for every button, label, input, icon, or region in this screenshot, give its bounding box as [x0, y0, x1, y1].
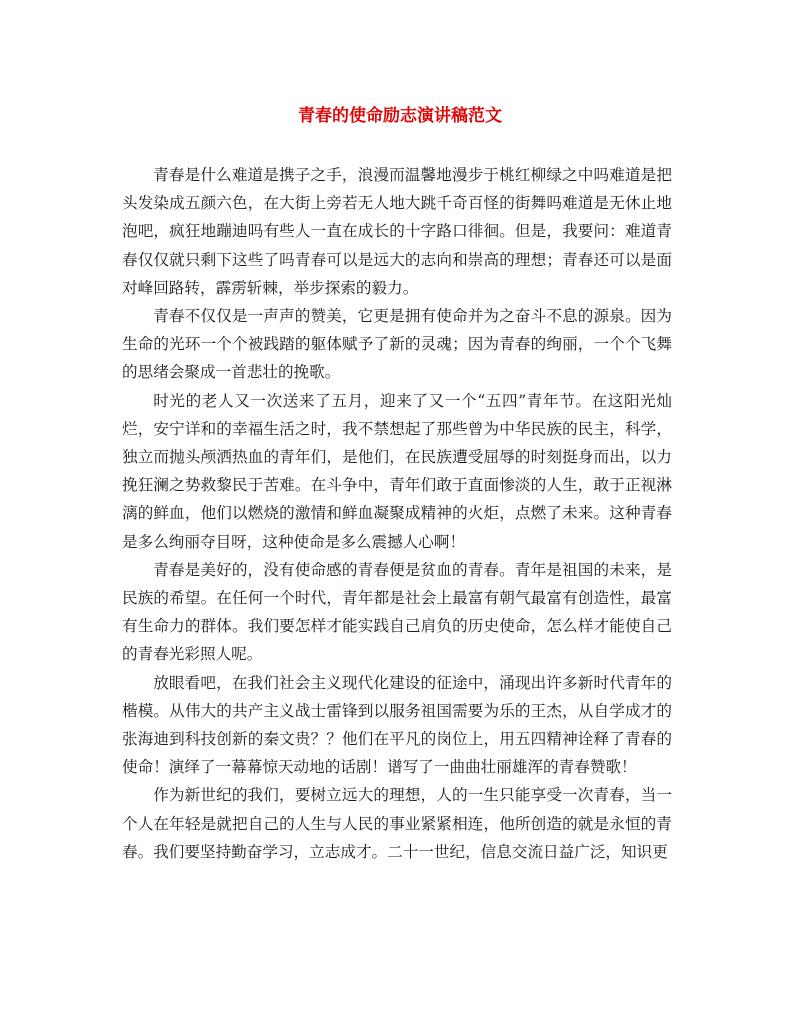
document-body: [122, 161, 672, 866]
paragraph: 青春是什么难道是携子之手，浪漫而温馨地漫步于桃红柳绿之中吗难道是把头发染成五颜六色，在大街上旁若无人地大跳千奇百怪的街舞吗难道是无休止地泡吧，疯狂地蹦迪吗有些人一直在成长的十字路口徘徊。但是，我要问：难道青春仅仅就只剩下这些了吗青春可以是远大的志向和崇高的理想；青春还可以是面对峰回路转，霹雳斩棘，举步探索的毅力。: [122, 166, 672, 297]
paragraph: 时光的老人又一次送来了五月，迎来了又一个“五四”青年节。在这阳光灿烂，安宁详和的幸福生活之时，我不禁想起了那些曾为中华民族的民主，科学，独立而抛头颅洒热血的青年们，是他们，在民族遭受屈辱的时刻挺身而出，以力挽狂澜之势救黎民于苦难。在斗争中，青年们敢于直面惨淡的人生，敢于正视淋漓的鲜血，他们以燃烧的激情和鲜血凝聚成精神的火炬，点燃了未来。这种青春是多么绚丽夺目呀，这种使命是多么震撼人心啊！: [122, 391, 672, 551]
paragraph: 作为新世纪的我们，要树立远大的理想，人的一生只能享受一次青春，当一个人在年轻是就把自己的人生与人民的事业紧紧相连，他所创造的就是永恒的青春。我们要坚持勤奋学习，立志成才。二十一世纪，信息交流日益广泛，知识更: [122, 786, 672, 861]
paragraph: 青春不仅仅是一声声的赞美，它更是拥有使命并为之奋斗不息的源泉。因为生命的光环一个个被践踏的躯体赋予了新的灵魂；因为青春的绚丽，一个个飞舞的思绪会聚成一首悲壮的挽歌。: [122, 307, 672, 382]
paragraph: 青春是美好的，没有使命感的青春便是贫血的青春。青年是祖国的未来，是民族的希望。在任何一个时代，青年都是社会上最富有朝气最富有创造性，最富有生命力的群体。我们要怎样才能实践自己肩负的历史使命，怎么样才能使自己的青春光彩照人呢。: [122, 560, 672, 664]
paragraph: 放眼看吧，在我们社会主义现代化建设的征途中，涌现出许多新时代青年的楷模。从伟大的共产主义战士雷锋到以服务祖国需要为乐的王杰，从自学成才的张海迪到科技创新的秦文贵？？他们在平凡的岗位上，用五四精神诠释了青春的使命！演绎了一幕幕惊天动地的话剧！谱写了一曲曲壮丽雄浑的青春赞歌！: [122, 673, 672, 777]
document-title: 青春的使命励志演讲稿范文: [298, 106, 502, 126]
